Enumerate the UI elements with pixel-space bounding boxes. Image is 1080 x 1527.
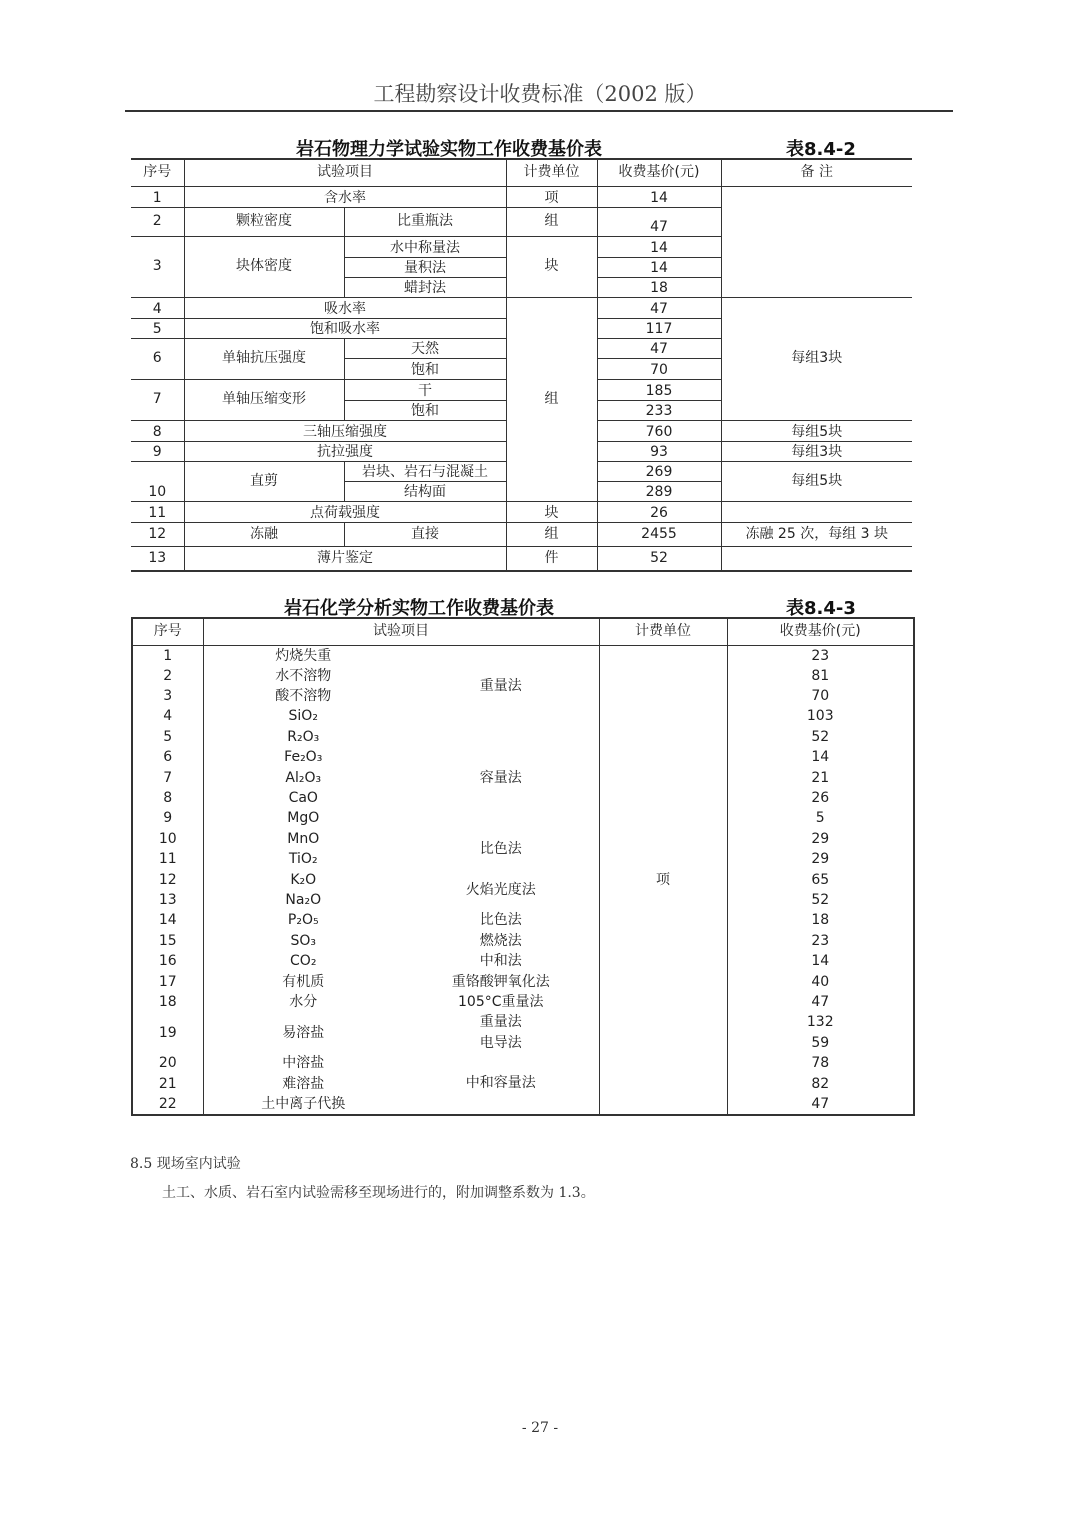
col-header: 序号 bbox=[132, 618, 203, 645]
row-number: 8 bbox=[132, 788, 203, 808]
cell: SiO₂ bbox=[203, 706, 403, 726]
cell: 电导法 bbox=[403, 1033, 599, 1053]
cell: 燃烧法 bbox=[403, 931, 599, 951]
cell: 中溶盐 bbox=[203, 1053, 403, 1073]
cell: 47 bbox=[727, 992, 914, 1012]
remark-cell bbox=[721, 501, 912, 522]
rock-physics-table bbox=[131, 158, 912, 572]
cell: 吸水率 bbox=[184, 297, 506, 318]
cell: 26 bbox=[727, 788, 914, 808]
table-row bbox=[132, 992, 914, 1012]
cell: 有机质 bbox=[203, 971, 403, 991]
cell: Al₂O₃ bbox=[203, 767, 403, 787]
cell: 269 bbox=[597, 461, 721, 481]
cell: 中和容量法 bbox=[403, 1053, 599, 1115]
remark-cell: 每组5块 bbox=[721, 420, 912, 441]
row-number: 21 bbox=[132, 1073, 203, 1093]
table1-number: 表8.4-2 bbox=[786, 139, 856, 160]
cell: 三轴压缩强度 bbox=[184, 420, 506, 441]
cell: 冻融 bbox=[184, 522, 344, 546]
cell: 蜡封法 bbox=[344, 277, 506, 297]
section-heading: 8.5 现场室内试验 bbox=[130, 1156, 241, 1172]
cell: 组 bbox=[506, 297, 597, 501]
cell: 81 bbox=[727, 666, 914, 686]
cell: 重量法 bbox=[403, 1012, 599, 1032]
cell: 难溶盐 bbox=[203, 1073, 403, 1093]
cell: 103 bbox=[727, 706, 914, 726]
row-number: 4 bbox=[132, 706, 203, 726]
cell: 26 bbox=[597, 501, 721, 522]
cell: 项 bbox=[506, 186, 597, 207]
cell: 59 bbox=[727, 1033, 914, 1053]
cell: CaO bbox=[203, 788, 403, 808]
cell: 8 bbox=[131, 420, 184, 441]
section-paragraph: 土工、水质、岩石室内试验需移至现场进行的，附加调整系数为 1.3。 bbox=[162, 1185, 595, 1201]
table-row bbox=[132, 910, 914, 930]
cell: 6 bbox=[131, 338, 184, 379]
rock-chemistry-table bbox=[131, 617, 915, 1116]
cell: 含水率 bbox=[184, 186, 506, 207]
row-number: 14 bbox=[132, 910, 203, 930]
cell: 薄片鉴定 bbox=[184, 546, 506, 571]
cell: 重量法 bbox=[403, 645, 599, 727]
row-number: 15 bbox=[132, 931, 203, 951]
cell: 52 bbox=[727, 890, 914, 910]
row-number: 1 bbox=[132, 645, 203, 666]
cell: 5 bbox=[727, 808, 914, 828]
cell: 水不溶物 bbox=[203, 666, 403, 686]
table-row bbox=[132, 1053, 914, 1073]
cell: 47 bbox=[597, 207, 721, 236]
table1-title: 岩石物理力学试验实物工作收费基价表 bbox=[296, 139, 602, 160]
remark-cell bbox=[721, 186, 912, 297]
cell: 重铬酸钾氧化法 bbox=[403, 971, 599, 991]
row-number: 7 bbox=[132, 767, 203, 787]
cell: 47 bbox=[727, 1094, 914, 1115]
cell: 块体密度 bbox=[184, 236, 344, 297]
row-number: 3 bbox=[132, 686, 203, 706]
cell: 14 bbox=[597, 236, 721, 257]
cell: 酸不溶物 bbox=[203, 686, 403, 706]
cell: P₂O₅ bbox=[203, 910, 403, 930]
cell: SO₃ bbox=[203, 931, 403, 951]
cell: 47 bbox=[597, 297, 721, 318]
cell: 块 bbox=[506, 501, 597, 522]
cell: 47 bbox=[597, 338, 721, 358]
row-number: 22 bbox=[132, 1094, 203, 1115]
running-header: 工程勘察设计收费标准（2002 版） bbox=[373, 82, 707, 106]
cell: 灼烧失重 bbox=[203, 645, 403, 666]
table-row bbox=[132, 829, 914, 849]
col-header: 序号 bbox=[131, 159, 184, 186]
cell: 火焰光度法 bbox=[403, 869, 599, 910]
cell: 直剪 bbox=[184, 461, 344, 501]
cell: 9 bbox=[131, 441, 184, 461]
row-number: 12 bbox=[132, 869, 203, 889]
cell: 比色法 bbox=[403, 910, 599, 930]
cell: 29 bbox=[727, 849, 914, 869]
cell: 65 bbox=[727, 869, 914, 889]
cell: 132 bbox=[727, 1012, 914, 1032]
cell: MgO bbox=[203, 808, 403, 828]
row-number: 11 bbox=[132, 849, 203, 869]
row-number: 2 bbox=[132, 666, 203, 686]
cell: CO₂ bbox=[203, 951, 403, 971]
cell: TiO₂ bbox=[203, 849, 403, 869]
table-row bbox=[132, 727, 914, 747]
cell: 117 bbox=[597, 318, 721, 338]
cell: 天然 bbox=[344, 338, 506, 358]
cell: 点荷载强度 bbox=[184, 501, 506, 522]
remark-cell: 每组5块 bbox=[721, 461, 912, 501]
cell: 14 bbox=[727, 747, 914, 767]
cell: 10 bbox=[131, 461, 184, 501]
cell: 3 bbox=[131, 236, 184, 297]
row-number: 5 bbox=[132, 727, 203, 747]
remark-cell: 每组3块 bbox=[721, 441, 912, 461]
col-header: 收费基价(元) bbox=[727, 618, 914, 645]
cell: 233 bbox=[597, 400, 721, 420]
cell: 70 bbox=[597, 358, 721, 379]
cell: 40 bbox=[727, 971, 914, 991]
row-number: 16 bbox=[132, 951, 203, 971]
cell: 饱和 bbox=[344, 400, 506, 420]
cell: K₂O bbox=[203, 869, 403, 889]
row-number: 13 bbox=[132, 890, 203, 910]
row-number: 6 bbox=[132, 747, 203, 767]
cell: 结构面 bbox=[344, 481, 506, 501]
col-header: 计费单位 bbox=[506, 159, 597, 186]
cell: 水中称量法 bbox=[344, 236, 506, 257]
cell: 2455 bbox=[597, 522, 721, 546]
cell: 件 bbox=[506, 546, 597, 571]
col-header: 备 注 bbox=[721, 159, 912, 186]
cell: Na₂O bbox=[203, 890, 403, 910]
cell: 岩块、岩石与混凝土 bbox=[344, 461, 506, 481]
page-number: - 27 - bbox=[521, 1420, 559, 1436]
cell: 水分 bbox=[203, 992, 403, 1012]
cell: 18 bbox=[727, 910, 914, 930]
cell: Fe₂O₃ bbox=[203, 747, 403, 767]
cell: 23 bbox=[727, 931, 914, 951]
cell: 11 bbox=[131, 501, 184, 522]
cell: 70 bbox=[727, 686, 914, 706]
cell: 块 bbox=[506, 236, 597, 297]
cell: 29 bbox=[727, 829, 914, 849]
cell: 5 bbox=[131, 318, 184, 338]
cell: 1 bbox=[131, 186, 184, 207]
remark-cell bbox=[721, 546, 912, 571]
cell: 14 bbox=[597, 257, 721, 277]
cell: 12 bbox=[131, 522, 184, 546]
col-header: 收费基价(元) bbox=[597, 159, 721, 186]
cell: R₂O₃ bbox=[203, 727, 403, 747]
cell: 93 bbox=[597, 441, 721, 461]
cell: 量积法 bbox=[344, 257, 506, 277]
cell: 2 bbox=[131, 207, 184, 236]
table-row bbox=[132, 869, 914, 889]
cell: 52 bbox=[727, 727, 914, 747]
table-row bbox=[132, 1012, 914, 1032]
cell: MnO bbox=[203, 829, 403, 849]
cell: 18 bbox=[597, 277, 721, 297]
header-rule bbox=[125, 110, 953, 112]
cell: 饱和吸水率 bbox=[184, 318, 506, 338]
table-row bbox=[132, 971, 914, 991]
cell: 易溶盐 bbox=[203, 1012, 403, 1053]
cell: 21 bbox=[727, 767, 914, 787]
cell: 干 bbox=[344, 379, 506, 400]
cell: 185 bbox=[597, 379, 721, 400]
table2-title: 岩石化学分析实物工作收费基价表 bbox=[284, 598, 554, 619]
table2-number: 表8.4-3 bbox=[786, 598, 856, 619]
row-number: 17 bbox=[132, 971, 203, 991]
cell: 23 bbox=[727, 645, 914, 666]
cell: 颗粒密度 bbox=[184, 207, 344, 236]
row-number: 9 bbox=[132, 808, 203, 828]
col-header: 试验项目 bbox=[203, 618, 599, 645]
row-number: 20 bbox=[132, 1053, 203, 1073]
table-row bbox=[132, 931, 914, 951]
cell: 单轴压缩变形 bbox=[184, 379, 344, 420]
row-number: 19 bbox=[132, 1012, 203, 1053]
cell: 容量法 bbox=[403, 727, 599, 829]
remark-cell: 冻融 25 次，每组 3 块 bbox=[721, 522, 912, 546]
remark-cell: 每组3块 bbox=[721, 297, 912, 420]
cell: 105°C重量法 bbox=[403, 992, 599, 1012]
table-row bbox=[132, 951, 914, 971]
cell: 土中离子代换 bbox=[203, 1094, 403, 1115]
cell: 13 bbox=[131, 546, 184, 571]
cell: 289 bbox=[597, 481, 721, 501]
cell: 单轴抗压强度 bbox=[184, 338, 344, 379]
cell: 比重瓶法 bbox=[344, 207, 506, 236]
cell: 14 bbox=[597, 186, 721, 207]
cell: 抗拉强度 bbox=[184, 441, 506, 461]
row-number: 10 bbox=[132, 829, 203, 849]
cell: 组 bbox=[506, 207, 597, 236]
cell: 组 bbox=[506, 522, 597, 546]
cell: 饱和 bbox=[344, 358, 506, 379]
cell: 4 bbox=[131, 297, 184, 318]
cell: 760 bbox=[597, 420, 721, 441]
cell: 中和法 bbox=[403, 951, 599, 971]
cell: 直接 bbox=[344, 522, 506, 546]
cell: 项 bbox=[599, 645, 727, 1115]
table-row bbox=[132, 645, 914, 666]
cell: 比色法 bbox=[403, 829, 599, 870]
col-header: 试验项目 bbox=[184, 159, 506, 186]
cell: 52 bbox=[597, 546, 721, 571]
cell: 14 bbox=[727, 951, 914, 971]
col-header: 计费单位 bbox=[599, 618, 727, 645]
cell: 78 bbox=[727, 1053, 914, 1073]
cell: 7 bbox=[131, 379, 184, 420]
row-number: 18 bbox=[132, 992, 203, 1012]
cell: 82 bbox=[727, 1073, 914, 1093]
